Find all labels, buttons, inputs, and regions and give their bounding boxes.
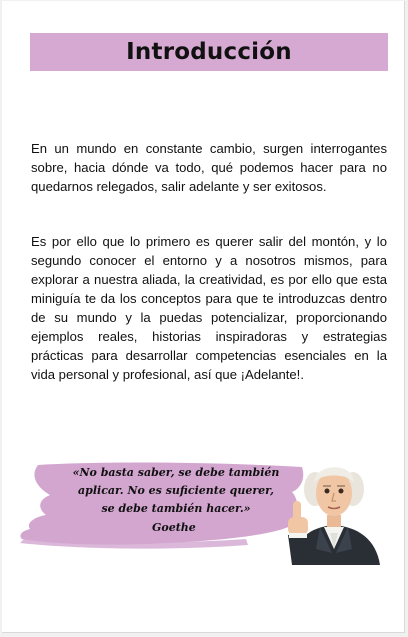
intro-paragraph-1: En un mundo en constante cambio, surgen interrogantes sobre, hacia dónde va todo, qué podemos hacer para no quedarnos relegados, salir adelante y ser exitosos. xyxy=(31,141,387,194)
quote-line-2: aplicar. No es suficiente querer, xyxy=(78,484,274,497)
quote-line-1: «No basta saber, se debe también xyxy=(72,466,280,479)
page-title: Introducción xyxy=(126,39,292,65)
goethe-thumbs-up-portrait-icon xyxy=(280,453,388,565)
quote-line-3: se debe también hacer.» xyxy=(101,502,251,515)
intro-paragraph-2: Es por ello que lo primero es querer salir del montón, y lo segundo conocer el entorno y a nosotros mismos, para explorar a nuestra aliada, la creatividad, es por ello que esta miniguía te da los conceptos para que te introduzcas dentro de su mundo y la puedas potencializar, proporcionando ejemplos reales, historias inspiradoras y estrategias prácticas para desarrollar competencias esenciales en la vida personal y profesional, así que ¡Adelante!. xyxy=(31,234,387,382)
quote-author: Goethe xyxy=(152,521,196,534)
quote-text xyxy=(56,464,296,518)
quote-block xyxy=(2,453,408,573)
title-band xyxy=(30,33,388,71)
document-page xyxy=(2,1,405,633)
